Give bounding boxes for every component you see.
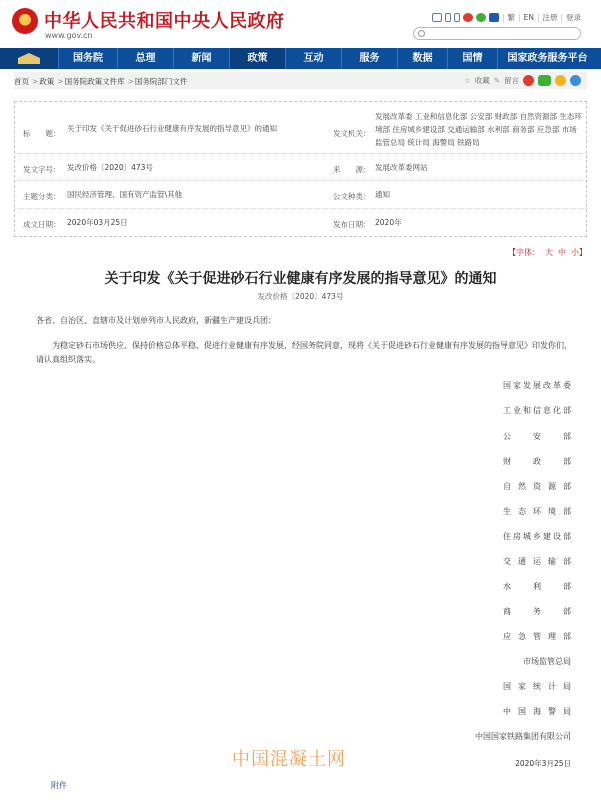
breadcrumb-department-docs[interactable]: 国务院部门文件 [134, 77, 188, 86]
wechat-icon[interactable] [476, 13, 486, 22]
doc-type-label: 公文种类： [333, 192, 371, 201]
published-date-label: 发布日期： [333, 220, 371, 229]
font-size-medium[interactable]: 中 [558, 248, 566, 257]
favorite-link[interactable]: 收藏 [474, 76, 490, 85]
qzone-share-icon[interactable] [555, 75, 566, 86]
breadcrumb-home[interactable]: 首页 [14, 77, 29, 86]
category-value: 国民经济管理、国有资产监管\其他 [67, 190, 183, 199]
share-tools [464, 75, 581, 86]
signatory: 中国国家铁路集团有限公司 [475, 732, 571, 741]
document-info-table [14, 101, 587, 237]
attachment-label[interactable]: 附件 [51, 781, 67, 790]
main-nav [0, 48, 601, 69]
register-link[interactable]: 注册 [542, 13, 558, 22]
watermark: 中国混凝土网 [232, 749, 346, 770]
nav-item-gov-service-platform[interactable]: 国家政务服务平台 [497, 48, 597, 69]
font-size-small[interactable]: 小】 [571, 248, 587, 257]
weibo-share-icon[interactable] [523, 75, 534, 86]
article-body-paragraph: 为稳定砂石市场供应、保持价格总体平稳、促进行业健康有序发展，经国务院同意，现将《关于促进砂石行业健康有序发展的指导意见》印发你们，请认真组织落实。 [36, 341, 572, 364]
issuer-value: 发展改革委 工业和信息化部 公安部 财政部 自然资源部 生态环境部 住房城乡建设部 交通运输部 水利部 商务部 应急部 市场监管总局 统计局 海警局 铁路局 [375, 112, 582, 147]
star-icon[interactable]: ☆ [463, 76, 471, 85]
nav-item-data[interactable]: 数据 [397, 48, 447, 69]
english-link[interactable]: EN [523, 13, 534, 22]
info-row-title [15, 102, 588, 154]
nav-item-national-info[interactable]: 国情 [447, 48, 497, 69]
message-link[interactable]: 留言 [504, 76, 519, 85]
title-label: 标 题： [23, 129, 61, 138]
signatory: 水 利 部 [503, 582, 571, 591]
published-date-value: 2020年 [375, 218, 402, 227]
signatory: 商 务 部 [503, 607, 571, 616]
breadcrumb: 首页 >政策 >国务院政策文件库 >国务院部门文件 ☆ 收藏 ✎ 留言 [14, 72, 587, 89]
created-date-label: 成文日期： [23, 220, 61, 229]
doc-type-value: 通知 [375, 190, 390, 199]
search-input[interactable] [413, 27, 581, 40]
nav-item-policy[interactable]: 政策 [229, 48, 285, 69]
signatory: 财 政 部 [503, 457, 571, 466]
article-salutation: 各省、自治区、直辖市及计划单列市人民政府，新疆生产建设兵团： [36, 316, 276, 325]
issuer-label: 发文机关： [333, 129, 371, 138]
nav-item-services[interactable]: 服务 [341, 48, 397, 69]
nav-home-icon[interactable] [0, 48, 58, 69]
breadcrumb-policy-library[interactable]: 国务院政策文件库 [64, 77, 125, 86]
nav-item-premier[interactable]: 总理 [117, 48, 173, 69]
more-share-icon[interactable] [570, 75, 581, 86]
info-row-dates [15, 209, 588, 237]
source-value: 发展改革委网站 [375, 163, 428, 172]
phone-icon[interactable] [445, 13, 451, 22]
mobile-icon[interactable] [454, 13, 460, 22]
signatory: 工业和信息化部 [503, 406, 571, 415]
signatory: 交 通 运 输 部 [503, 557, 571, 566]
signatory: 生 态 环 境 部 [503, 507, 571, 516]
search-icon[interactable] [418, 30, 425, 37]
login-link[interactable]: 登录 [566, 13, 581, 22]
wechat-share-icon[interactable] [538, 75, 551, 86]
site-title[interactable]: 中华人民共和国中央人民政府 [44, 11, 285, 32]
category-label: 主题分类： [23, 192, 61, 201]
national-emblem-icon[interactable] [12, 8, 38, 34]
signatory: 住房城乡建设部 [503, 532, 571, 541]
nav-item-state-council[interactable]: 国务院 [58, 48, 117, 69]
nav-item-news[interactable]: 新闻 [173, 48, 229, 69]
info-row-doc-no [15, 154, 588, 181]
signatory: 中 国 海 警 局 [503, 707, 571, 716]
nav-item-interaction[interactable]: 互动 [285, 48, 341, 69]
title-value: 关于印发《关于促进砂石行业健康有序发展的指导意见》的通知 [67, 124, 277, 133]
breadcrumb-policy[interactable]: 政策 [39, 77, 55, 86]
traditional-chinese-link[interactable]: 繁 [507, 13, 516, 22]
mail-icon[interactable] [432, 13, 442, 22]
utility-links: | 繁 | EN | 注册 | 登录 [432, 12, 581, 23]
article-title: 关于印发《关于促进砂石行业健康有序发展的指导意见》的通知 [104, 271, 497, 287]
font-size-switch [508, 247, 587, 258]
signatory: 国 家 统 计 局 [503, 682, 571, 691]
font-size-label: 【字体： [508, 248, 540, 257]
signatory: 国家发展改革委 [503, 381, 571, 390]
signatory: 市场监管总局 [523, 657, 571, 666]
signature-date: 2020年3月25日 [515, 759, 571, 768]
app-icon[interactable] [489, 13, 499, 22]
signatory: 公 安 部 [503, 432, 571, 441]
article-doc-number: 发改价格〔2020〕473号 [257, 292, 344, 301]
info-row-category [15, 181, 588, 209]
weibo-icon[interactable] [463, 13, 473, 22]
created-date-value: 2020年03月25日 [67, 218, 128, 227]
signatory: 自 然 资 源 部 [503, 482, 571, 491]
doc-no-value: 发改价格〔2020〕473号 [67, 163, 153, 172]
doc-no-label: 发文字号： [23, 165, 61, 174]
site-header [0, 0, 601, 48]
signatory: 应 急 管 理 部 [503, 632, 571, 641]
site-url: www.gov.cn [45, 31, 93, 40]
source-label: 来 源： [333, 165, 371, 174]
print-icon[interactable]: ✎ [493, 76, 500, 85]
font-size-large[interactable]: 大 [545, 248, 553, 257]
